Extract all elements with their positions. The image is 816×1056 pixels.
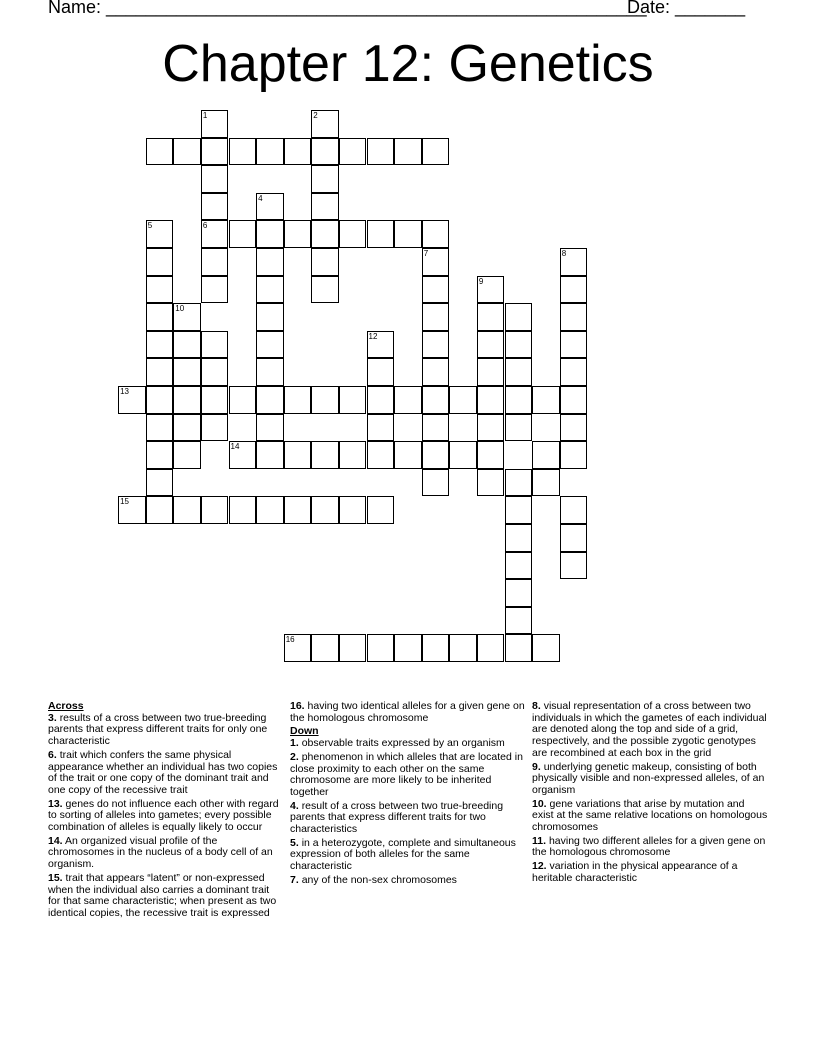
grid-cell[interactable] xyxy=(146,303,174,331)
grid-cell[interactable] xyxy=(394,634,422,662)
grid-cell[interactable] xyxy=(339,220,367,248)
clue-number: 4 xyxy=(258,193,263,203)
page-title: Chapter 12: Genetics xyxy=(162,35,654,93)
grid-cell[interactable] xyxy=(477,469,505,497)
grid-cell[interactable] xyxy=(422,248,450,276)
clue-across-6: 6. trait which confers the same physical appearance whether an individual has two copies of the trait or one copy of the dominant trait and one copy of the recessive trait xyxy=(48,748,278,796)
grid-cell[interactable] xyxy=(256,358,284,386)
clue-down-11: 11. having two different alleles for a given gene on the homologous chromosome xyxy=(532,834,766,859)
grid-cell[interactable] xyxy=(201,248,229,276)
grid-cell[interactable] xyxy=(477,386,505,414)
grid-cell[interactable] xyxy=(201,386,229,414)
grid-cell[interactable] xyxy=(422,386,450,414)
grid-cell[interactable] xyxy=(422,358,450,386)
grid-cell[interactable] xyxy=(505,469,533,497)
grid-cell[interactable] xyxy=(560,441,588,469)
grid-cell[interactable] xyxy=(229,496,257,524)
grid-cell[interactable] xyxy=(201,110,229,138)
grid-cell[interactable] xyxy=(560,414,588,442)
grid-cell[interactable] xyxy=(422,441,450,469)
grid-cell[interactable] xyxy=(505,496,533,524)
clue-number: 7 xyxy=(423,249,429,258)
grid-cell[interactable] xyxy=(477,441,505,469)
grid-cell[interactable] xyxy=(532,634,560,662)
grid-cell[interactable] xyxy=(422,634,450,662)
grid-cell[interactable] xyxy=(532,441,560,469)
grid-cell[interactable] xyxy=(560,496,588,524)
grid-cell[interactable] xyxy=(284,496,312,524)
grid-cell[interactable] xyxy=(173,331,201,359)
grid-cell[interactable] xyxy=(146,276,174,304)
grid-cell[interactable] xyxy=(449,441,477,469)
clue-number: 1 xyxy=(202,111,208,120)
grid-cell[interactable] xyxy=(284,441,312,469)
clue-number: 9 xyxy=(478,276,484,286)
clue-across-15: 15. trait that appears “latent” or non-expressed when the individual also carries a dominant trait for that same characteristic; when present as two identical copies, the recessive trait is expressed xyxy=(48,871,277,919)
clue-across-3: 3. results of a cross between two true-breeding parents that express different traits for only one characteristic xyxy=(48,711,268,748)
grid-cell[interactable] xyxy=(505,552,533,580)
grid-cell[interactable] xyxy=(339,496,367,524)
grid-cell[interactable] xyxy=(532,386,560,414)
grid-cell[interactable] xyxy=(284,634,312,662)
grid-cell[interactable] xyxy=(311,386,339,414)
grid-cell[interactable] xyxy=(201,414,229,442)
clue-down-4: 4. result of a cross between two true-breeding parents that express different traits for two characteristics xyxy=(290,799,504,836)
grid-cell[interactable] xyxy=(146,220,174,248)
down-heading: Down xyxy=(290,725,319,738)
clue-number: 10 xyxy=(175,304,185,314)
grid-cell[interactable] xyxy=(367,414,395,442)
grid-cell[interactable] xyxy=(367,331,395,359)
grid-cell[interactable] xyxy=(560,331,588,359)
grid-cell[interactable] xyxy=(146,414,174,442)
grid-cell[interactable] xyxy=(422,331,450,359)
grid-cell[interactable] xyxy=(146,248,174,276)
grid-cell[interactable] xyxy=(201,220,229,248)
grid-cell[interactable] xyxy=(505,607,533,635)
grid-cell[interactable] xyxy=(477,358,505,386)
clue-down-1: 1. observable traits expressed by an organism xyxy=(290,737,505,750)
grid-cell[interactable] xyxy=(229,138,257,166)
grid-cell[interactable] xyxy=(146,469,174,497)
grid-cell[interactable] xyxy=(146,496,174,524)
grid-cell[interactable] xyxy=(311,138,339,166)
grid-cell[interactable] xyxy=(201,496,229,524)
grid-cell[interactable] xyxy=(201,358,229,386)
grid-cell[interactable] xyxy=(256,386,284,414)
clue-down-7: 7. any of the non-sex chromosomes xyxy=(290,873,457,886)
clue-down-9: 9. underlying genetic makeup, consisting of both physically visible and non-expressed alleles, of an organism xyxy=(532,760,765,796)
grid-cell[interactable] xyxy=(477,331,505,359)
grid-cell[interactable] xyxy=(229,441,257,469)
grid-cell[interactable] xyxy=(256,248,284,276)
grid-cell[interactable] xyxy=(449,634,477,662)
clue-number: 12 xyxy=(368,331,378,341)
clue-column-3 xyxy=(532,701,768,887)
grid-cell[interactable] xyxy=(532,469,560,497)
clue-column-2 xyxy=(290,701,526,889)
grid-cell[interactable] xyxy=(505,331,533,359)
grid-cell[interactable] xyxy=(311,441,339,469)
grid-cell[interactable] xyxy=(146,441,174,469)
grid-cell[interactable] xyxy=(284,138,312,166)
grid-cell[interactable] xyxy=(311,248,339,276)
clue-across-13: 13. genes do not influence each other with regard to sorting of alleles into gametes; every possible combination of alleles is equally likely to occur xyxy=(48,797,279,834)
name-line[interactable]: Name: ______________________________________________________ xyxy=(48,0,647,17)
grid-cell[interactable] xyxy=(505,358,533,386)
grid-cell[interactable] xyxy=(422,414,450,442)
grid-cell[interactable] xyxy=(422,138,450,166)
clue-number: 2 xyxy=(313,111,318,120)
grid-cell[interactable] xyxy=(311,496,339,524)
grid-cell[interactable] xyxy=(505,524,533,552)
grid-cell[interactable] xyxy=(477,414,505,442)
grid-cell[interactable] xyxy=(173,414,201,442)
clue-down-8: 8. visual representation of a cross between two individuals in which the gametes of each individual are denoted along the top and side of a grid, respectively, and the possible zygotic genotypes are recombined at each box in the grid xyxy=(532,700,767,759)
grid-cell[interactable] xyxy=(201,138,229,166)
clue-down-5: 5. in a heterozygote, complete and simultaneous expression of both alleles for the same characteristic xyxy=(290,836,516,873)
grid-cell[interactable] xyxy=(477,303,505,331)
grid-cell[interactable] xyxy=(449,386,477,414)
grid-cell[interactable] xyxy=(505,579,533,607)
grid-cell[interactable] xyxy=(560,552,588,580)
grid-cell[interactable] xyxy=(201,193,229,221)
grid-cell[interactable] xyxy=(477,634,505,662)
grid-cell[interactable] xyxy=(173,303,201,331)
grid-cell[interactable] xyxy=(311,276,339,304)
grid-cell[interactable] xyxy=(394,138,422,166)
grid-cell[interactable] xyxy=(256,276,284,304)
grid-cell[interactable] xyxy=(367,441,395,469)
grid-cell[interactable] xyxy=(339,386,367,414)
clue-across-16: 16. having two identical alleles for a given gene on the homologous chromosome xyxy=(290,700,525,724)
date-line[interactable]: Date: _______ xyxy=(627,0,746,17)
clue-down-2: 2. phenomenon in which alleles that are located in close proximity to each other on the same chromosome are more likely to be inherited together xyxy=(290,750,523,798)
grid-cell[interactable] xyxy=(173,496,201,524)
grid-cell[interactable] xyxy=(560,524,588,552)
grid-cell[interactable] xyxy=(367,220,395,248)
grid-cell[interactable] xyxy=(505,634,533,662)
grid-cell[interactable] xyxy=(146,331,174,359)
clue-number: 6 xyxy=(202,221,208,231)
grid-cell[interactable] xyxy=(284,220,312,248)
clue-number: 5 xyxy=(147,221,153,231)
grid-cell[interactable] xyxy=(422,276,450,304)
grid-cell[interactable] xyxy=(367,386,395,414)
grid-cell[interactable] xyxy=(505,386,533,414)
grid-cell[interactable] xyxy=(311,220,339,248)
grid-cell[interactable] xyxy=(394,220,422,248)
grid-cell[interactable] xyxy=(505,303,533,331)
grid-cell[interactable] xyxy=(256,303,284,331)
clue-across-14: 14. An organized visual profile of the chromosomes in the nucleus of a body cell of an organism. xyxy=(48,834,273,871)
grid-cell[interactable] xyxy=(560,358,588,386)
grid-cell[interactable] xyxy=(256,331,284,359)
grid-cell[interactable] xyxy=(256,138,284,166)
clue-number: 14 xyxy=(230,442,240,452)
clue-column-1 xyxy=(48,701,284,922)
grid-cell[interactable] xyxy=(173,358,201,386)
grid-cell[interactable] xyxy=(311,165,339,193)
grid-cell[interactable] xyxy=(146,138,174,166)
grid-cell[interactable] xyxy=(146,386,174,414)
grid-cell[interactable] xyxy=(339,634,367,662)
grid-cell[interactable] xyxy=(256,193,284,221)
grid-cell[interactable] xyxy=(118,386,146,414)
grid-cell[interactable] xyxy=(367,496,395,524)
grid-cell[interactable] xyxy=(173,138,201,166)
grid-cell[interactable] xyxy=(256,496,284,524)
grid-cell[interactable] xyxy=(229,386,257,414)
grid-cell[interactable] xyxy=(422,220,450,248)
clue-down-10: 10. gene variations that arise by mutation and exist at the same relative locations on homologous chromosomes xyxy=(532,797,768,834)
grid-cell[interactable] xyxy=(311,634,339,662)
grid-cell[interactable] xyxy=(173,386,201,414)
grid-cell[interactable] xyxy=(201,331,229,359)
grid-cell[interactable] xyxy=(339,441,367,469)
grid-cell[interactable] xyxy=(146,358,174,386)
grid-cell[interactable] xyxy=(422,303,450,331)
grid-cell[interactable] xyxy=(201,165,229,193)
grid-cell[interactable] xyxy=(311,110,339,138)
grid-cell[interactable] xyxy=(201,276,229,304)
grid-cell[interactable] xyxy=(560,386,588,414)
grid-cell[interactable] xyxy=(256,441,284,469)
clue-number: 16 xyxy=(285,635,295,645)
grid-cell[interactable] xyxy=(367,634,395,662)
grid-cell[interactable] xyxy=(394,441,422,469)
grid-cell[interactable] xyxy=(339,138,367,166)
grid-cell[interactable] xyxy=(505,414,533,442)
clue-number: 15 xyxy=(120,497,129,507)
grid-cell[interactable] xyxy=(256,414,284,442)
grid-cell[interactable] xyxy=(560,276,588,304)
across-heading: Across xyxy=(48,700,84,712)
grid-cell[interactable] xyxy=(173,441,201,469)
grid-cell[interactable] xyxy=(229,220,257,248)
clue-number: 13 xyxy=(120,387,129,396)
grid-cell[interactable] xyxy=(311,193,339,221)
grid-cell[interactable] xyxy=(256,220,284,248)
clue-number: 8 xyxy=(561,249,567,258)
clue-down-12: 12. variation in the physical appearance of a heritable characteristic xyxy=(532,860,738,884)
grid-cell[interactable] xyxy=(394,386,422,414)
grid-cell[interactable] xyxy=(560,303,588,331)
grid-cell[interactable] xyxy=(118,496,146,524)
grid-cell[interactable] xyxy=(477,276,505,304)
grid-cell[interactable] xyxy=(367,138,395,166)
grid-cell[interactable] xyxy=(284,386,312,414)
grid-cell[interactable] xyxy=(422,469,450,497)
grid-cell[interactable] xyxy=(367,358,395,386)
grid-cell[interactable] xyxy=(560,248,588,276)
